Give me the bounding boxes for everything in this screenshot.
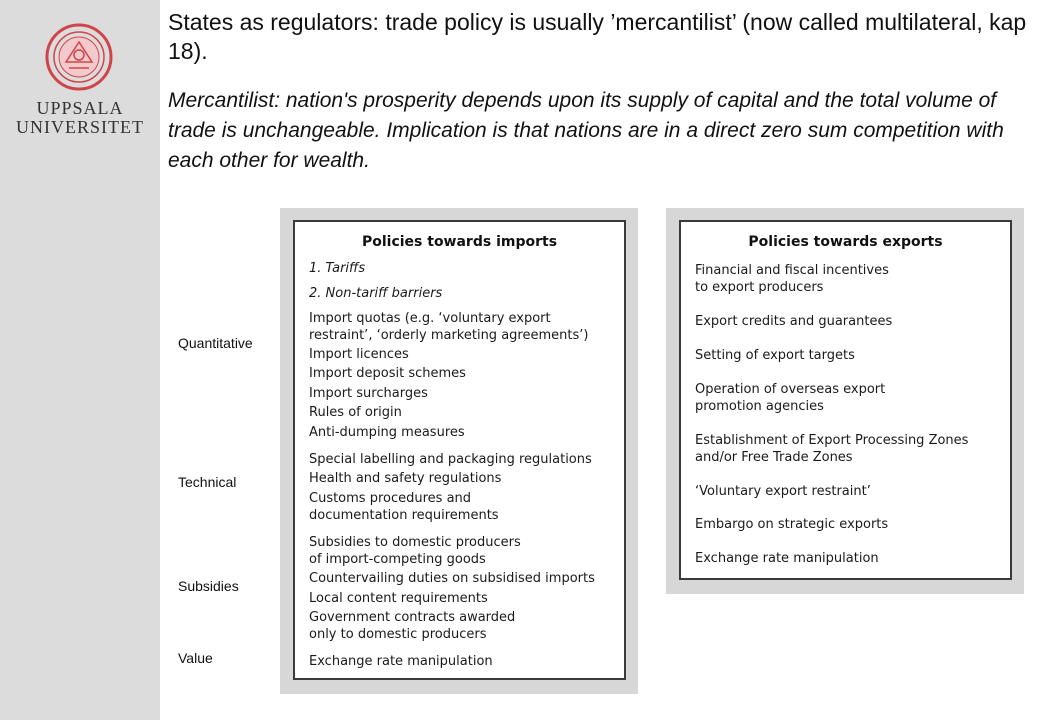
import-item: Import quotas (e.g. ‘voluntary export restraint’, ‘orderly marketing agreements’): [309, 311, 589, 343]
export-item: Embargo on strategic exports: [695, 517, 889, 532]
export-item: Establishment of Export Processing Zones and/or Free Trade Zones: [695, 433, 969, 465]
import-item: Countervailing duties on subsidised imports: [309, 571, 595, 586]
import-item: Exchange rate manipulation: [309, 654, 493, 669]
slide-paragraph: Mercantilist: nation's prosperity depends upon its supply of capital and the total volume of trade is unchangeable. Implication is that nations are in a direct zero sum competition with each other for wealth.: [168, 89, 1004, 172]
import-item: Special labelling and packaging regulations: [309, 452, 592, 467]
label-subsidies: Subsidies: [178, 578, 239, 594]
export-item: Exchange rate manipulation: [695, 551, 879, 566]
slide-title: States as regulators: trade policy is usually ’mercantilist’ (now called multilateral, kap 18).: [168, 9, 1027, 64]
import-item: 2. Non-tariff barriers: [309, 286, 443, 301]
exports-panel: [666, 208, 1024, 594]
university-name-line1: UPPSALA: [36, 98, 124, 118]
export-item: Operation of overseas export promotion agencies: [695, 382, 886, 414]
import-item: 1. Tariffs: [309, 261, 366, 276]
import-item: Customs procedures and documentation requirements: [309, 491, 499, 523]
import-item: Government contracts awarded only to domestic producers: [309, 610, 516, 642]
import-item: Subsidies to domestic producers of import-competing goods: [309, 535, 521, 567]
import-item: Import surcharges: [309, 386, 428, 401]
label-technical: Technical: [178, 474, 237, 490]
export-item: Financial and fiscal incentives to export producers: [695, 263, 889, 295]
export-item: Export credits and guarantees: [695, 314, 893, 329]
imports-panel: [280, 208, 638, 694]
import-item: Import licences: [309, 347, 409, 362]
import-item: Import deposit schemes: [309, 366, 466, 381]
import-item: Local content requirements: [309, 591, 488, 606]
import-item: Health and safety regulations: [309, 471, 502, 486]
exports-title: Policies towards exports: [748, 234, 943, 250]
label-quantitative: Quantitative: [178, 335, 253, 351]
sidebar: [0, 0, 160, 720]
uppsala-seal-logo: [44, 22, 114, 92]
exports-box: [679, 220, 1012, 580]
imports-title: Policies towards imports: [361, 234, 558, 250]
university-name-line2: UNIVERSITET: [16, 117, 144, 137]
export-item: ‘Voluntary export restraint’: [695, 484, 871, 499]
export-item: Setting of export targets: [695, 348, 855, 363]
import-item: Anti-dumping measures: [309, 425, 465, 440]
import-item: Rules of origin: [309, 405, 402, 420]
label-value: Value: [178, 650, 213, 666]
imports-box: [293, 220, 626, 680]
